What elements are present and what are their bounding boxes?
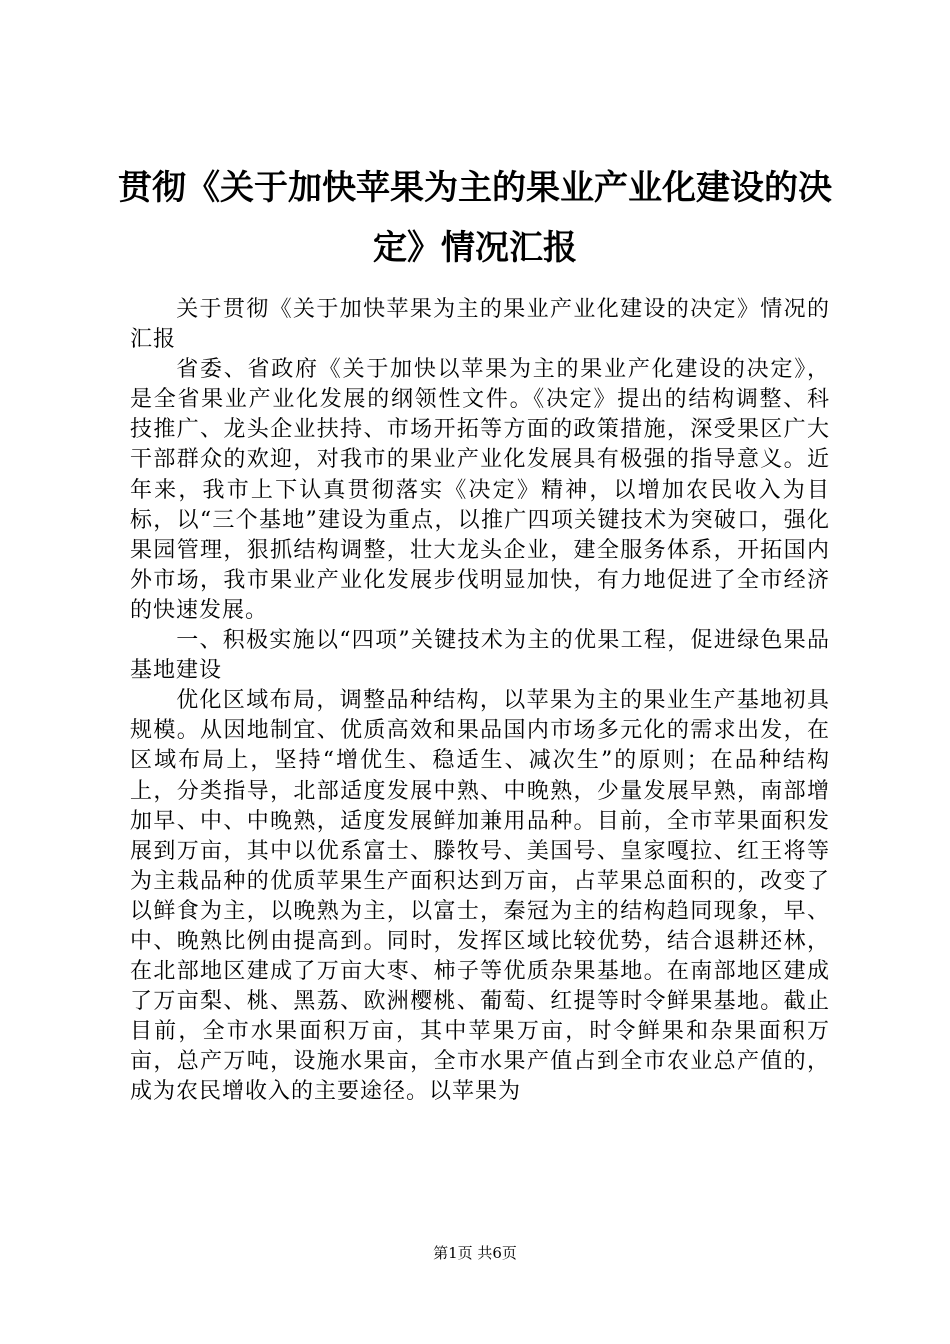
section-heading-1: 一、积极实施以“四项”关键技术为主的优果工程，促进绿色果品基地建设 — [130, 628, 830, 684]
document-title: 贯彻《关于加快苹果为主的果业产业化建设的决定》情况汇报 — [118, 168, 832, 268]
document-body — [130, 295, 830, 1108]
paragraph-section-1: 优化区域布局，调整品种结构，以苹果为主的果业生产基地初具规模。从因地制宜、优质高效和果品国内市场多元化的需求出发，在区域布局上，坚持“增优生、稳适生、减次生”的原则；在品种结构上，分类指导，北部适度发展中熟、中晚熟，少量发展早熟，南部增加早、中、中晚熟，适度发展鲜加兼用品种。目前，全市苹果面积发展到万亩，其中以优系富士、滕牧号、美国号、皇家嘎拉、红王将等为主栽品种的优质苹果生产面积达到万亩，占苹果总面积的，改变了以鲜食为主，以晚熟为主，以富士，秦冠为主的结构趋同现象，早、中、晚熟比例由提高到。同时，发挥区域比较优势，结合退耕还林，在北部地区建成了万亩大枣、柿子等优质杂果基地。在南部地区建成了万亩梨、桃、黑荔、欧洲樱桃、葡萄、红提等时令鲜果基地。截止目前，全市水果面积万亩，其中苹果万亩，时令鲜果和杂果面积万亩，总产万吨，设施水果亩，全市水果产值占到全市农业总产值的，成为农民增收入的主要途径。以苹果为 — [130, 688, 830, 1105]
paragraph-heading: 关于贯彻《关于加快苹果为主的果业产业化建设的决定》情况的汇报 — [130, 297, 830, 353]
paragraph-intro: 省委、省政府《关于加快以苹果为主的果业产化建设的决定》，是全省果业产业化发展的纲领性文件。《决定》提出的结构调整、科技推广、龙头企业扶持、市场开拓等方面的政策措施，深受果区广大干部群众的欢迎，对我市的果业产业化发展具有极强的指导意义。近年来，我市上下认真贯彻落实《决定》精神，以增加农民收入为目标，以“三个基地”建设为重点，以推广四项关键技术为突破口，强化果园管理，狠抓结构调整，壮大龙头企业，建全服务体系，开拓国内外市场，我市果业产业化发展步伐明显加快，有力地促进了全市经济的快速发展。 — [130, 357, 830, 623]
page-footer: 第1页 共6页 — [433, 1244, 517, 1262]
